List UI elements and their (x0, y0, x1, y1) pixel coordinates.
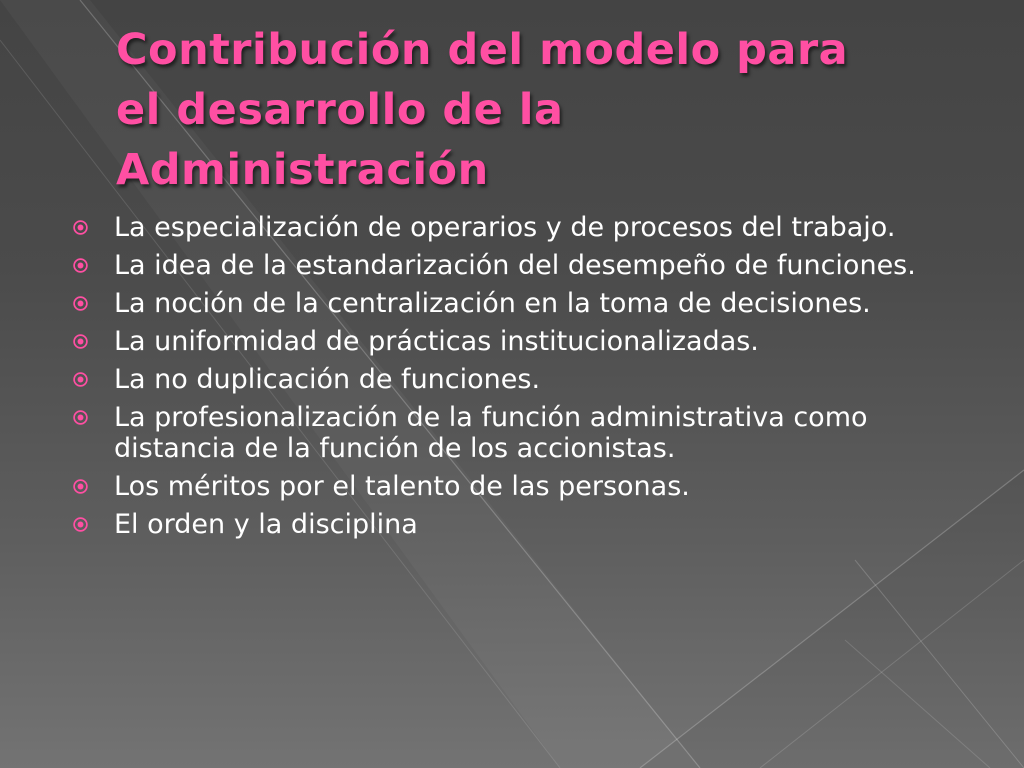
circled-dot-icon (72, 295, 89, 312)
bullet-item (70, 326, 930, 357)
bullet-item (70, 364, 930, 395)
bullet-item (70, 402, 930, 464)
slide-title-line: el desarrollo de la (116, 85, 564, 135)
bullet-item (70, 250, 930, 281)
circled-dot-icon (72, 371, 89, 388)
bullet-text: La idea de la estandarización del desempeño de funciones. (114, 250, 916, 281)
bullet-text: La no duplicación de funciones. (114, 364, 541, 395)
bullet-list (70, 212, 930, 547)
circled-dot-icon (72, 257, 89, 274)
slide-title (116, 20, 996, 200)
bullet-text: La profesionalización de la función administrativa como distancia de la función de los accionistas. (114, 402, 868, 464)
circled-dot-icon (72, 516, 89, 533)
bullet-item (70, 471, 930, 502)
bullet-text: La especialización de operarios y de procesos del trabajo. (114, 212, 896, 243)
bullet-item (70, 212, 930, 243)
bullet-item (70, 509, 930, 540)
slide-title-line: Contribución del modelo para (116, 25, 849, 75)
bullet-text: La uniformidad de prácticas institucionalizadas. (114, 326, 759, 357)
circled-dot-icon (72, 478, 89, 495)
bullet-item (70, 288, 930, 319)
bullet-text: La noción de la centralización en la toma de decisiones. (114, 288, 871, 319)
circled-dot-icon (72, 409, 89, 426)
bullet-text: Los méritos por el talento de las personas. (114, 471, 690, 502)
circled-dot-icon (72, 219, 89, 236)
slide-title-line: Administración (116, 145, 489, 195)
bullet-text: El orden y la disciplina (114, 509, 418, 540)
circled-dot-icon (72, 333, 89, 350)
